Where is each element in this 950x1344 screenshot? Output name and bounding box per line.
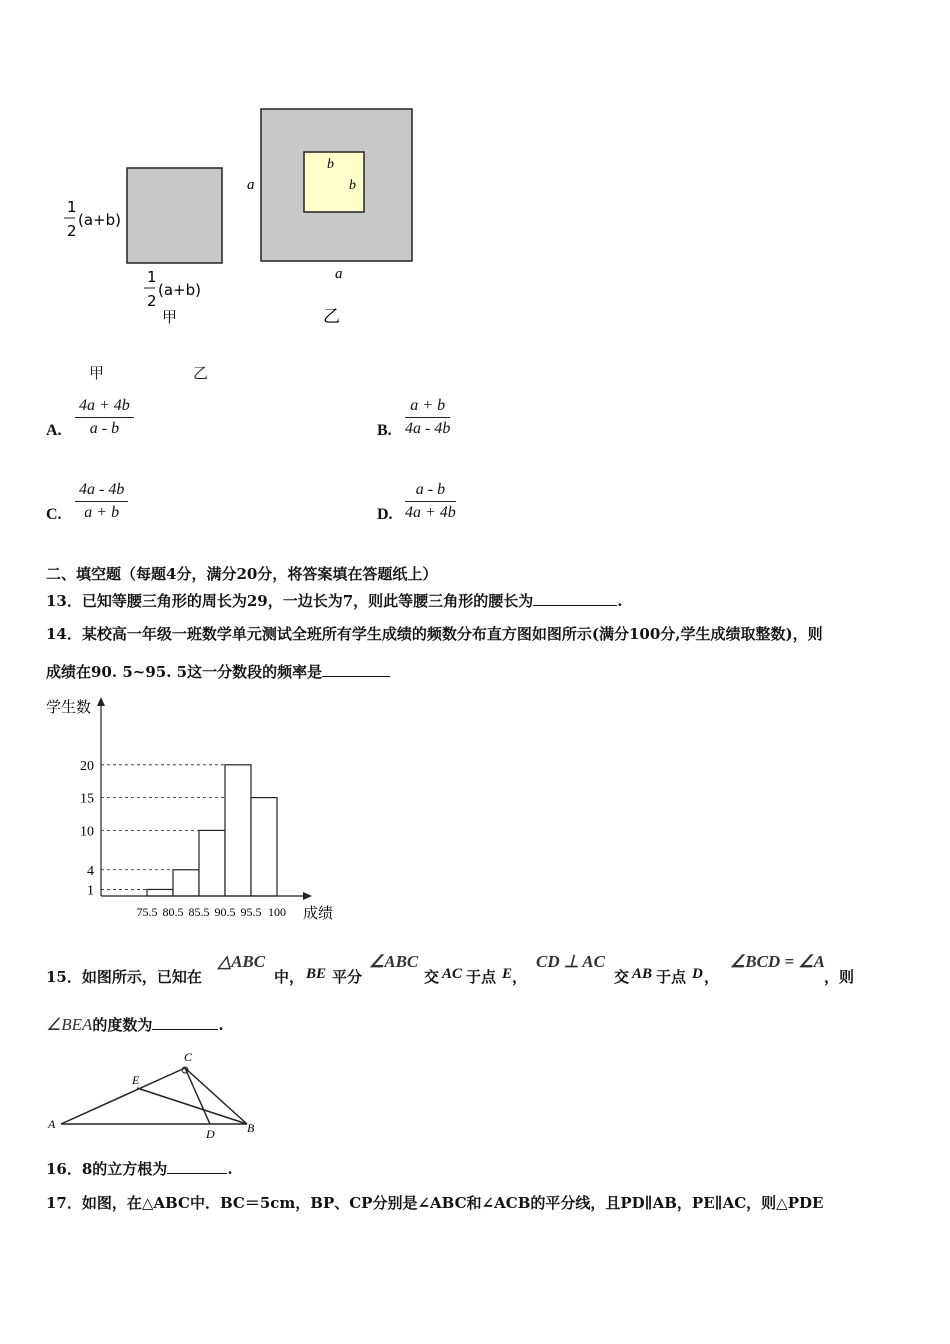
histogram-bar [199,830,225,896]
option-c-num: 4a - 4b [75,481,128,502]
y-tick-label: 20 [80,758,94,774]
q15-answer-blank[interactable] [152,1015,218,1030]
chart-y-arrow [97,697,105,706]
option-a-fraction[interactable] [75,397,134,438]
x-tick-label: 75.5 [136,905,158,919]
q15-ab: AB [632,966,653,982]
q15-mid4: 于点 [466,968,497,986]
q15-mid5: 交 [614,968,630,986]
q15-mid1: 中， [274,968,305,986]
option-b-den: 4a - 4b [405,420,451,437]
section-2-title: 二、填空题（每题4分，满分20分，将答案填在答题纸上） [46,565,438,583]
y-tick-label: 10 [80,824,94,840]
x-tick-label: 90.5 [214,905,236,919]
q15-bea: ∠BEA [46,1015,93,1034]
option-d-letter[interactable]: D. [377,506,393,523]
q13-answer-blank[interactable] [533,591,617,606]
q15-mid6: 于点 [656,968,687,986]
square-jia [127,168,222,263]
q15-triangle: △ABC [218,952,266,971]
point-d-label: D [206,1127,215,1141]
q16-text: 16．8的立方根为 [46,1160,168,1178]
question-14-line1: 14．某校高一年级一班数学单元测试全班所有学生成绩的频数分布直方图如图所示(满分100分,学生成绩取整数)，则 [46,625,823,643]
question-16 [46,1158,233,1179]
point-b-label: B [247,1121,255,1135]
x-tick-label: 95.5 [240,905,262,919]
q15-tail: ，则 [824,968,855,986]
chart-x-arrow [303,892,312,900]
option-a-letter[interactable]: A. [46,422,62,439]
q15-line2-text: 的度数为 [92,1016,153,1034]
q13-text: 13．已知等腰三角形的周长为29，一边长为7，则此等腰三角形的腰长为 [46,592,534,610]
histogram-bar [225,765,251,896]
option-a-num: 4a + 4b [75,397,134,418]
question-15-line1 [46,952,926,992]
q15-prefix: 15．如图所示，已知在 [46,968,202,986]
q15-perp: CD ⊥ AC [536,952,605,971]
x-tick-label: 100 [268,905,286,919]
x-tick-label: 80.5 [162,905,184,919]
histogram-bar [147,889,173,896]
q15-angle-abc: ∠ABC [369,952,419,971]
option-d-den: 4a + 4b [405,504,456,521]
q15-ac: AC [442,966,463,982]
option-b-fraction[interactable] [405,397,450,438]
q15-d: D [692,966,703,982]
option-d-fraction[interactable] [405,481,456,522]
jia-bottom-num: 1 [147,268,157,286]
point-e-label: E [132,1073,140,1087]
option-d-num: a - b [405,481,456,502]
option-b-num: a + b [405,397,450,418]
histogram-bar [173,870,199,896]
q15-be: BE [306,966,327,982]
q15-comma1: ， [512,968,528,986]
q15-mid2: 平分 [332,968,363,986]
figure-triangle [44,1048,264,1148]
caption-jia: 甲 [89,364,105,382]
histogram-bar [251,798,277,896]
chart-xlabel: 成绩 [303,904,334,922]
q15-condition: ∠BCD = ∠A [730,952,825,971]
question-13 [46,590,622,611]
yi-caption-fig: 乙 [323,307,340,327]
q15-comma2: ， [704,968,720,986]
y-tick-label: 4 [87,863,94,879]
question-15-line2 [46,1014,224,1035]
jia-bottom-den: 2 [147,292,157,310]
figure-squares [55,100,435,335]
option-c-den: a + b [84,504,120,521]
option-c-letter[interactable]: C. [46,506,62,523]
chart-ylabel: 学生数 [46,698,92,716]
q15-line2-end: . [218,1016,224,1034]
option-b-letter[interactable]: B. [377,422,392,439]
yi-label-a-bottom: a [335,266,343,282]
yi-label-a-left: a [247,177,255,193]
jia-left-expr: (a+b) [78,211,121,229]
histogram-chart [40,690,350,925]
point-c-label: C [184,1050,193,1064]
y-tick-label: 15 [80,791,94,807]
yi-label-b-top: b [327,157,334,172]
question-17: 17．如图，在△ABC中．BC＝5cm，BP、CP分别是∠ABC和∠ACB的平分线，且PD∥AB，PE∥AC，则△PDE [46,1194,824,1212]
q15-e: E [502,966,513,982]
option-a-den: a - b [89,420,120,437]
q16-answer-blank[interactable] [167,1159,227,1174]
jia-caption-fig: 甲 [162,308,178,326]
point-a-label: A [48,1117,56,1131]
q16-end: . [227,1160,233,1178]
question-14-line2 [46,661,390,682]
jia-left-den: 2 [67,222,77,240]
option-c-fraction[interactable] [75,481,128,522]
y-tick-label: 1 [87,883,94,899]
yi-label-b-right: b [349,178,356,193]
q14-line2-text: 成绩在90. 5~95. 5这一分数段的频率是 [46,663,323,681]
q15-mid3: 交 [424,968,440,986]
jia-left-num: 1 [67,198,77,216]
caption-yi: 乙 [193,364,209,382]
x-tick-label: 85.5 [188,905,210,919]
q14-answer-blank[interactable] [322,662,390,677]
q13-end: . [617,592,623,610]
jia-bottom-expr: (a+b) [158,281,201,299]
